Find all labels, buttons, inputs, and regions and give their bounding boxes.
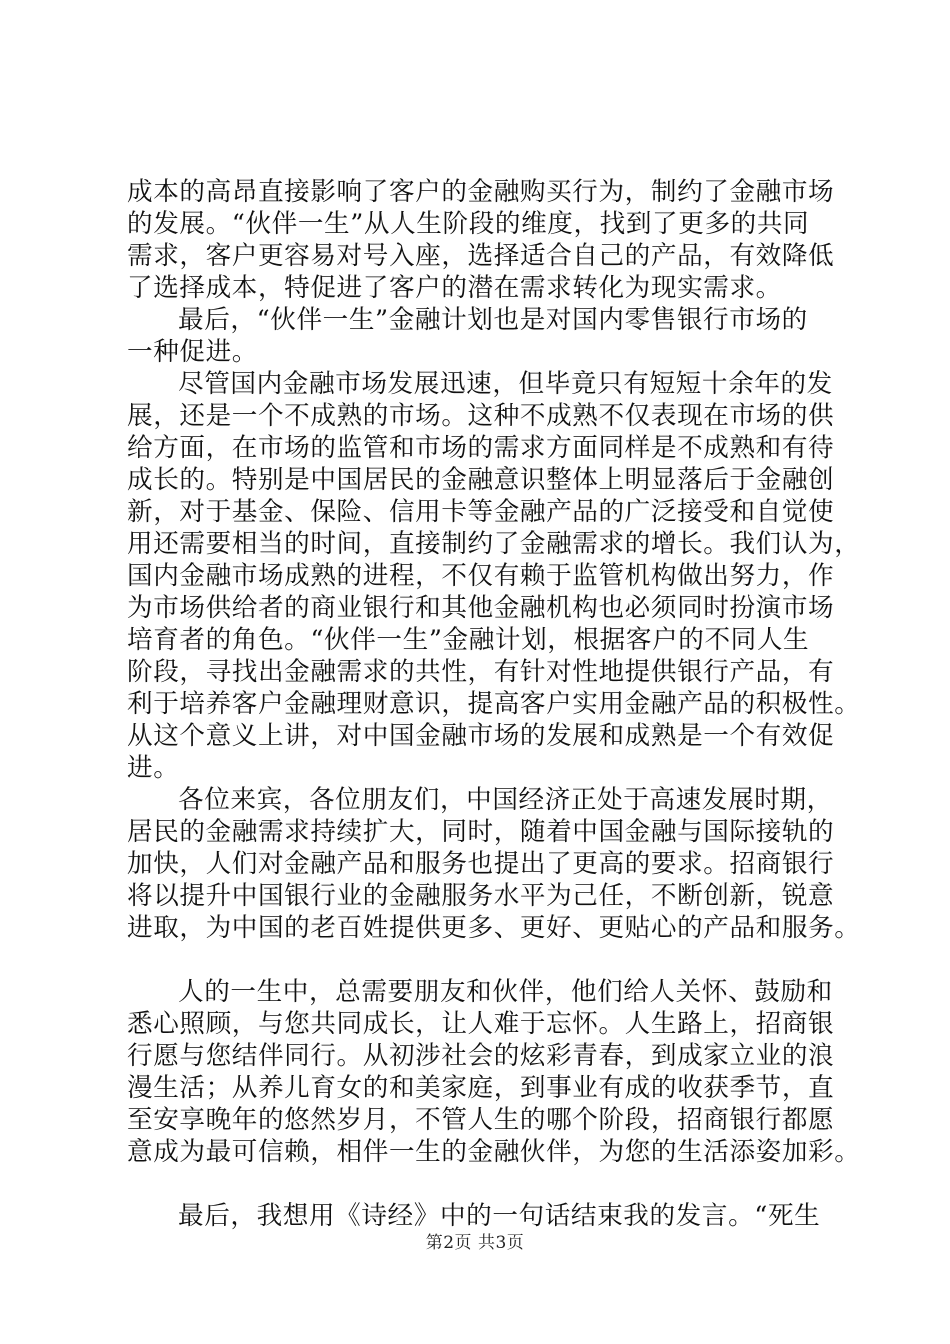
text-line: 一种促进。 [127, 337, 258, 367]
text-line: 行愿与您结伴同行。从初涉社会的炫彩青春，到成家立业的浪 [127, 1041, 835, 1071]
text-line: 新，对于基金、保险、信用卡等金融产品的广泛接受和自觉使 [127, 497, 835, 527]
text-line: 最后，我想用《诗经》中的一句话结束我的发言。“死生 [178, 1201, 821, 1231]
text-line: 各位来宾，各位朋友们，中国经济正处于高速发展时期， [178, 785, 833, 815]
text-line: 尽管国内金融市场发展迅速，但毕竟只有短短十余年的发 [178, 369, 833, 399]
page-footer: 第2页 共3页 [425, 1233, 525, 1253]
text-line: 给方面，在市场的监管和市场的需求方面同样是不成熟和有待 [127, 433, 835, 463]
text-line: 居民的金融需求持续扩大，同时，随着中国金融与国际接轨的 [127, 817, 835, 847]
text-line: 将以提升中国银行业的金融服务水平为己任，不断创新，锐意 [127, 881, 835, 911]
text-line: 阶段，寻找出金融需求的共性，有针对性地提供银行产品，有 [127, 657, 835, 687]
text-line: 国内金融市场成熟的进程，不仅有赖于监管机构做出努力，作 [127, 561, 835, 591]
text-line: 进取，为中国的老百姓提供更多、更好、更贴心的产品和服务。 [127, 913, 861, 943]
text-line: 为市场供给者的商业银行和其他金融机构也必须同时扮演市场 [127, 593, 835, 623]
text-line: 了选择成本，特促进了客户的潜在需求转化为现实需求。 [127, 273, 782, 303]
text-line: 进。 [127, 753, 180, 783]
text-line: 意成为最可信赖，相伴一生的金融伙伴，为您的生活添姿加彩。 [127, 1137, 861, 1167]
text-line: 需求，客户更容易对号入座，选择适合自己的产品，有效降低 [127, 241, 835, 271]
text-line: 利于培养客户金融理财意识，提高客户实用金融产品的积极性。 [127, 689, 861, 719]
text-line: 展，还是一个不成熟的市场。这种不成熟不仅表现在市场的供 [127, 401, 835, 431]
text-line: 成长的。特别是中国居民的金融意识整体上明显落后于金融创 [127, 465, 835, 495]
text-line: 悉心照顾，与您共同成长，让人难于忘怀。人生路上，招商银 [127, 1009, 835, 1039]
text-line: 培育者的角色。“伙伴一生”金融计划，根据客户的不同人生 [127, 625, 810, 655]
text-line: 人的一生中，总需要朋友和伙伴，他们给人关怀、鼓励和 [178, 977, 833, 1007]
text-line: 漫生活；从养儿育女的和美家庭，到事业有成的收获季节，直 [127, 1073, 835, 1103]
text-line: 最后，“伙伴一生”金融计划也是对国内零售银行市场的 [178, 305, 808, 335]
text-line: 用还需要相当的时间，直接制约了金融需求的增长。我们认为， [127, 529, 861, 559]
text-line: 从这个意义上讲，对中国金融市场的发展和成熟是一个有效促 [127, 721, 835, 751]
text-line: 加快，人们对金融产品和服务也提出了更高的要求。招商银行 [127, 849, 835, 879]
text-line: 的发展。“伙伴一生”从人生阶段的维度，找到了更多的共同 [127, 209, 810, 239]
text-line: 成本的高昂直接影响了客户的金融购买行为，制约了金融市场 [127, 177, 835, 207]
text-line: 至安享晚年的悠然岁月，不管人生的哪个阶段，招商银行都愿 [127, 1105, 835, 1135]
